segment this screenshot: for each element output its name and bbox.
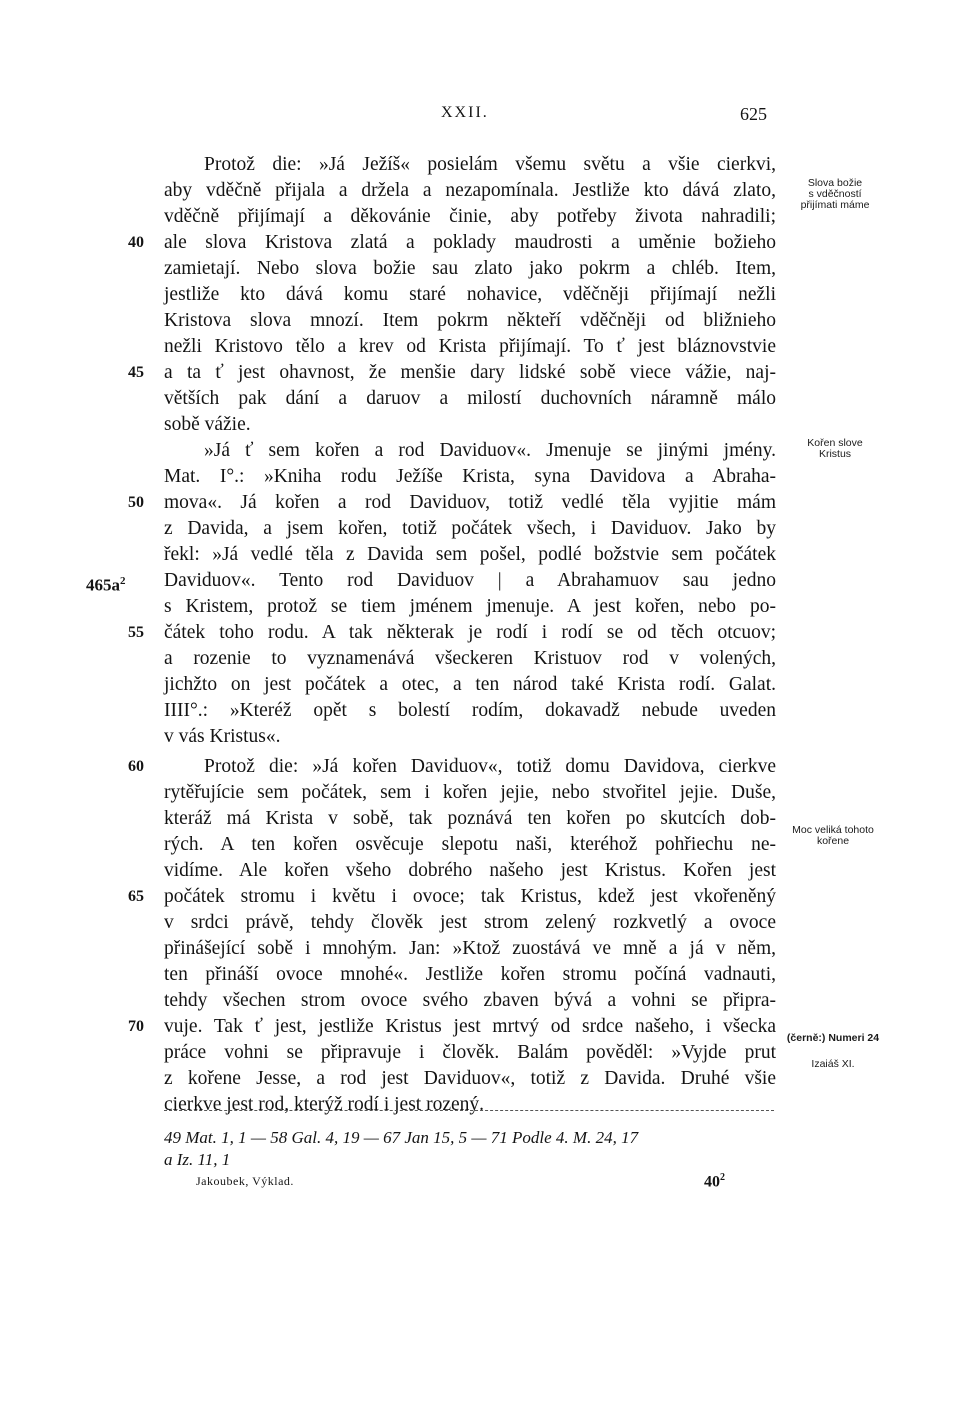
footnote-line: 49 Mat. 1, 1 — 58 Gal. 4, 19 — 67 Jan 15, 5 — 71 Podle 4. M. 24, 17 xyxy=(164,1128,639,1147)
text-line: vidíme. Ale kořen všeho dobrého našeho jest Kristus. Kořen jest xyxy=(164,860,776,881)
text-line: Mat. I°.: »Kniha rodu Ježíše Krista, syna Davidova a Abraha- xyxy=(164,466,776,487)
text-line: a ta ť jest ohavnost, že menšie dary lidské sobě viece vážie, naj- xyxy=(164,362,776,383)
text-line: počátek stromu i květu i ovoce; tak Kristus, kdež jest vkořeněný xyxy=(164,886,776,907)
text-line: IIII°.: »Kteréž opět s bolestí rodím, dokavadž nebude uveden xyxy=(164,700,776,721)
text-line: nežli Kristovo tělo a krev od Krista přijímají. To ť jest bláznovstvie xyxy=(164,336,776,357)
footnote-line: a Iz. 11, 1 xyxy=(164,1150,231,1169)
signature-mark: $40^2$ xyxy=(704,1172,725,1191)
text-line: Protož die: »Já kořen Daviduov«, totiž domu Davidova, cierkve xyxy=(204,756,776,777)
margin-note: Moc veliká tohoto kořene xyxy=(792,824,874,847)
margin-note: Izaiáš XI. xyxy=(811,1058,855,1070)
line-number: 60 xyxy=(128,758,144,775)
text-line: rytěřujície sem počátek, sem i kořen jejie, nebo stvořitel jejie. Duše, xyxy=(164,782,776,803)
margin-note: Kořen slove Kristus xyxy=(807,437,863,460)
text-line: přinášející sobě i mnohým. Jan: »Ktož zuostává ve mně a já v něm, xyxy=(164,938,776,959)
text-line: rých. A ten kořen osvěcuje slepotu naši, kteréhož pohřiechu ne- xyxy=(164,834,776,855)
text-line: v vás Kristus«. xyxy=(164,726,281,747)
line-number: 45 xyxy=(128,364,144,381)
text-line: řekl: »Já vedlé těla z Davida sem pošel, podlé božstvie sem počátek xyxy=(164,544,776,565)
line-number: 55 xyxy=(128,624,144,641)
text-line: a rozenie to vyznamenává všeckeren Kristuov rod v volených, xyxy=(164,648,776,669)
text-line: jichžto on jest počátek a otec, a ten národ také Krista rodí. Galat. xyxy=(164,674,776,695)
text-line: Daviduov«. Tento rod Daviduov | a Abrahamuov sau jedno xyxy=(164,570,776,591)
text-line: tehdy všechen strom ovoce svého zbaven bývá a vohni se připra- xyxy=(164,990,776,1011)
footnote-divider xyxy=(164,1110,774,1111)
text-line: Protož die: »Já Ježíš« posielám všemu světu a všie cierkvi, xyxy=(204,154,776,175)
line-number: 70 xyxy=(128,1018,144,1035)
line-number: 50 xyxy=(128,494,144,511)
text-line: »Já ť sem kořen a rod Daviduov«. Jmenuje se jinými jmény. xyxy=(204,440,776,461)
text-line: čátek toho rodu. A tak některak je rodí i rodí se od těch otcuov; xyxy=(164,622,776,643)
text-line: jestliže kto dává komu staré nohavice, vděčněji přijímají nežli xyxy=(164,284,776,305)
text-line: ale slova Kristova zlatá a poklady maudrosti a uměnie božieho xyxy=(164,232,776,253)
text-line: mova«. Já kořen a rod Daviduov, totiž vedlé těla vyjitie mám xyxy=(164,492,776,513)
text-line: zamietají. Nebo slova božie sau zlato jako pokrm a chléb. Item, xyxy=(164,258,776,279)
text-line: vděčně přijímají a děkovánie činie, aby potřeby života nahradili; xyxy=(164,206,776,227)
text-line: v srdci právě, tehdy člověk jest strom zelený rozkvetlý a ovoce xyxy=(164,912,776,933)
text-line: s Kristem, protož se tiem jménem jmenuje. A jest kořen, nebo po- xyxy=(164,596,776,617)
chapter-heading: XXII. xyxy=(441,104,489,121)
text-line: větších pak dání a daruov a milostí duchovních náramně málo xyxy=(164,388,776,409)
text-line: kteráž má Krista v sobě, tak poznává ten kořen po skutcích dob- xyxy=(164,808,776,829)
margin-note: (černě:) Numeri 24 xyxy=(786,1032,880,1044)
folio-marker: $465a^2$ xyxy=(86,575,126,595)
text-line: cierkve jest rod, kterýž rodí i jest rozený. xyxy=(164,1094,485,1115)
margin-note: Slova božie s vděčností přijímati máme xyxy=(800,177,870,211)
line-number: 65 xyxy=(128,888,144,905)
text-line: vuje. Tak ť jest, jestliže Kristus jest mrtvý od srdce našeho, i všecka xyxy=(164,1016,776,1037)
text-line: ten přináší ovoce mnohé«. Jestliže kořen stromu počíná vadnauti, xyxy=(164,964,776,985)
text-line: aby vděčně přijala a držela a nezapomínala. Jestliže kto dává zlato, xyxy=(164,180,776,201)
text-line: sobě vážie. xyxy=(164,414,251,435)
text-line: z kořene Jesse, a rod jest Daviduov«, totiž z Davida. Druhé všie xyxy=(164,1068,776,1089)
text-line: práce vohni se připravuje i člověk. Balám pověděl: »Vyjde prut xyxy=(164,1042,776,1063)
footer-title: Jakoubek, Výklad. xyxy=(196,1174,294,1188)
text-line: Kristova slova mnozí. Item pokrm někteří vděčněji od bližnieho xyxy=(164,310,776,331)
line-number: 40 xyxy=(128,234,144,251)
text-line: z Davida, a jsem kořen, totiž počátek všech, i Daviduov. Jako by xyxy=(164,518,776,539)
page-number: 625 xyxy=(740,104,767,124)
